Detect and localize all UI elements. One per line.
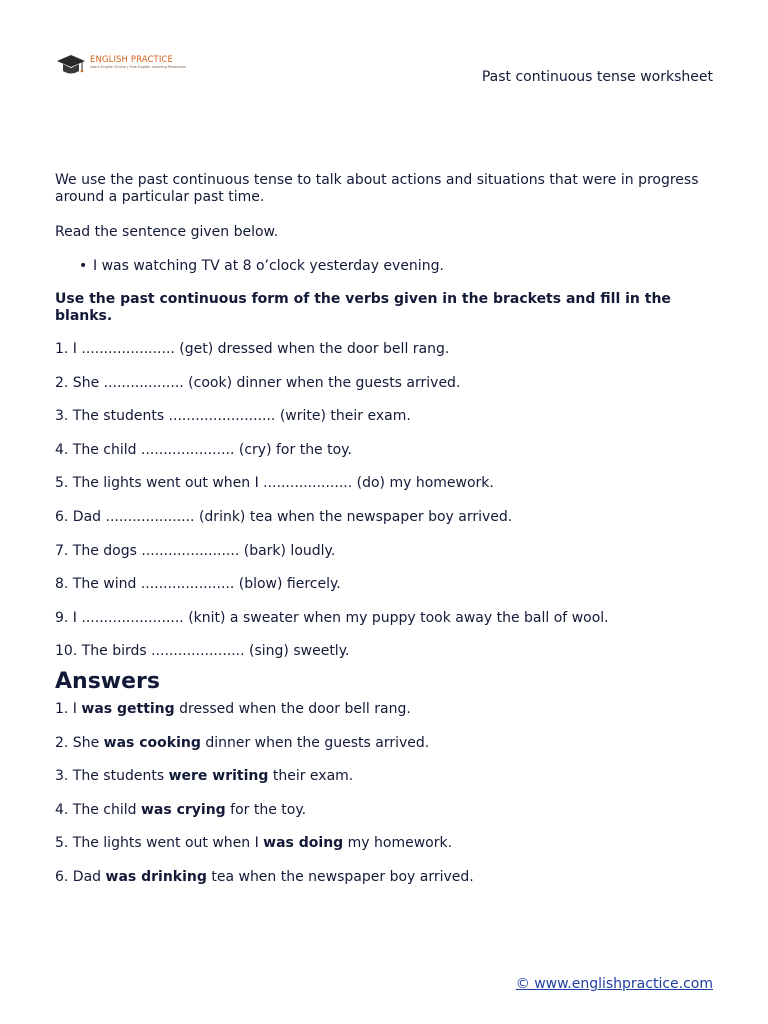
answer-item: 2. She was cooking dinner when the guests arrived.: [55, 734, 430, 751]
worksheet-content: [55, 172, 715, 903]
question-item: 4. The child ..................... (cry) for the toy.: [55, 441, 352, 458]
question-item: 6. Dad .................... (drink) tea when the newspaper boy arrived.: [55, 508, 513, 525]
read-instruction: Read the sentence given below.: [55, 224, 279, 240]
graduation-cap-icon: [56, 52, 86, 78]
question-item: 3. The students ........................ (write) their exam.: [55, 408, 411, 425]
intro-paragraph: We use the past continuous tense to talk about actions and situations that were in progress around a particular past time.: [55, 172, 699, 205]
answer-item: 6. Dad was drinking tea when the newspaper boy arrived.: [55, 868, 474, 885]
question-list: [55, 341, 715, 660]
question-item: 8. The wind ..................... (blow) fiercely.: [55, 576, 341, 593]
task-instruction: Use the past continuous form of the verbs given in the brackets and fill in the blanks.: [55, 291, 671, 324]
logo-brand: ENGLISH PRACTICE: [90, 55, 173, 65]
page-title: Past continuous tense worksheet: [481, 69, 713, 85]
bullet-icon: •: [79, 258, 88, 274]
answer-list: [55, 701, 715, 886]
answer-item: 1. I was getting dressed when the door bell rang.: [55, 700, 411, 717]
answer-verb: was cooking: [103, 734, 201, 751]
question-item: 9. I ....................... (knit) a sweater when my puppy took away the ball of wool.: [55, 609, 609, 626]
website-link[interactable]: © www.englishpractice.com: [515, 976, 713, 992]
answer-verb: were writing: [168, 768, 269, 785]
question-item: 2. She .................. (cook) dinner when the guests arrived.: [55, 374, 461, 391]
answer-verb: was doing: [263, 835, 344, 852]
answer-verb: was drinking: [105, 868, 207, 885]
answer-item: 5. The lights went out when I was doing my homework.: [55, 835, 453, 852]
question-item: 7. The dogs ...................... (bark) loudly.: [55, 542, 336, 559]
logo-tagline: Learn English Online | Free English Learning Resources: [90, 65, 186, 69]
example-list: [55, 258, 715, 275]
question-item: 5. The lights went out when I .................... (do) my homework.: [55, 475, 494, 492]
answer-verb: was crying: [140, 801, 226, 818]
answers-heading: Answers: [55, 668, 160, 694]
answer-item: 3. The students were writing their exam.: [55, 768, 354, 785]
question-item: 1. I ..................... (get) dressed when the door bell rang.: [55, 341, 450, 357]
example-item: • I was watching TV at 8 o’clock yesterday evening.: [79, 258, 444, 274]
answer-verb: was getting: [81, 700, 175, 717]
answer-item: 4. The child was crying for the toy.: [55, 801, 307, 818]
logo: [56, 52, 186, 82]
question-item: 10. The birds ..................... (sing) sweetly.: [55, 643, 350, 660]
